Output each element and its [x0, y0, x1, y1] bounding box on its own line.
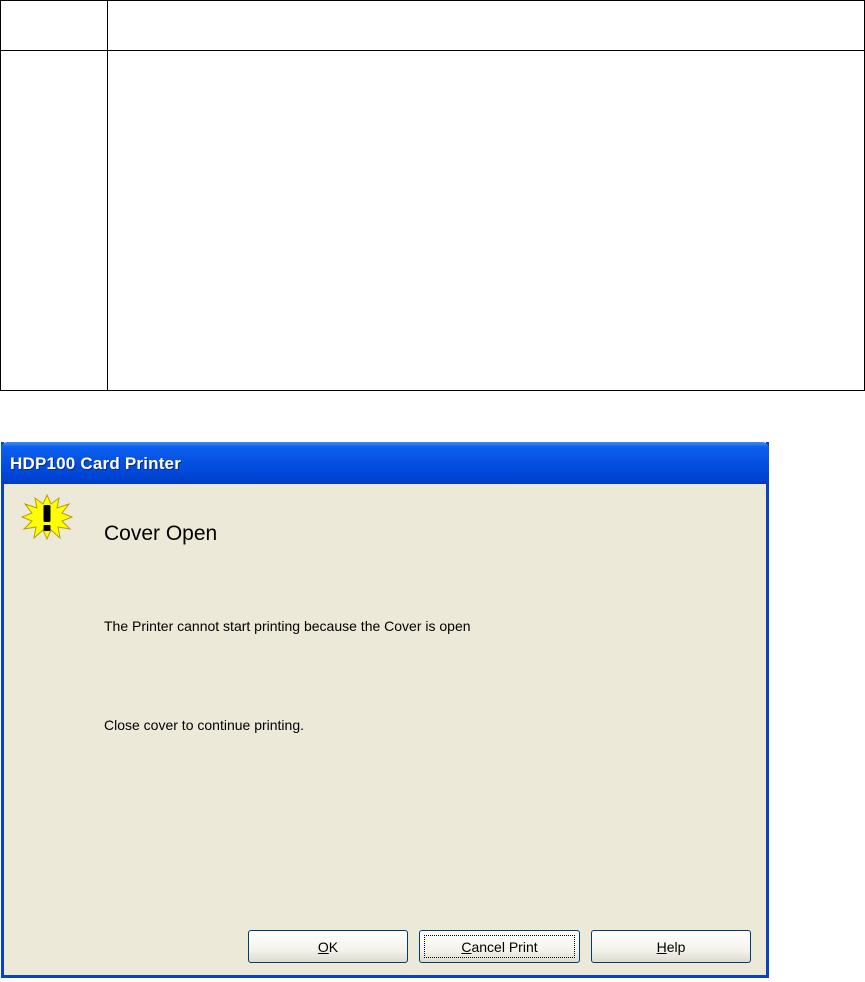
table-column-divider	[107, 1, 108, 390]
cancel-mnemonic: C	[461, 938, 472, 955]
cancel-label: ancel Print	[471, 938, 538, 955]
dialog-title: HDP100 Card Printer	[10, 454, 182, 473]
help-button[interactable]	[591, 930, 751, 963]
dialog-titlebar[interactable]	[1, 442, 769, 484]
dialog-message: The Printer cannot start printing because the Cover is open	[104, 618, 471, 634]
table-row-divider	[1, 50, 864, 51]
document-table	[0, 0, 865, 391]
ok-label: K	[328, 938, 339, 955]
ok-mnemonic: O	[317, 938, 329, 955]
warning-exclamation-icon	[21, 494, 73, 540]
help-mnemonic: H	[656, 938, 667, 955]
dialog-heading: Cover Open	[104, 522, 218, 545]
dialog-instruction: Close cover to continue printing.	[104, 717, 304, 733]
ok-button[interactable]	[248, 930, 408, 963]
cancel-print-button[interactable]	[419, 930, 580, 963]
help-label: elp	[666, 938, 686, 955]
printer-dialog	[1, 442, 769, 978]
